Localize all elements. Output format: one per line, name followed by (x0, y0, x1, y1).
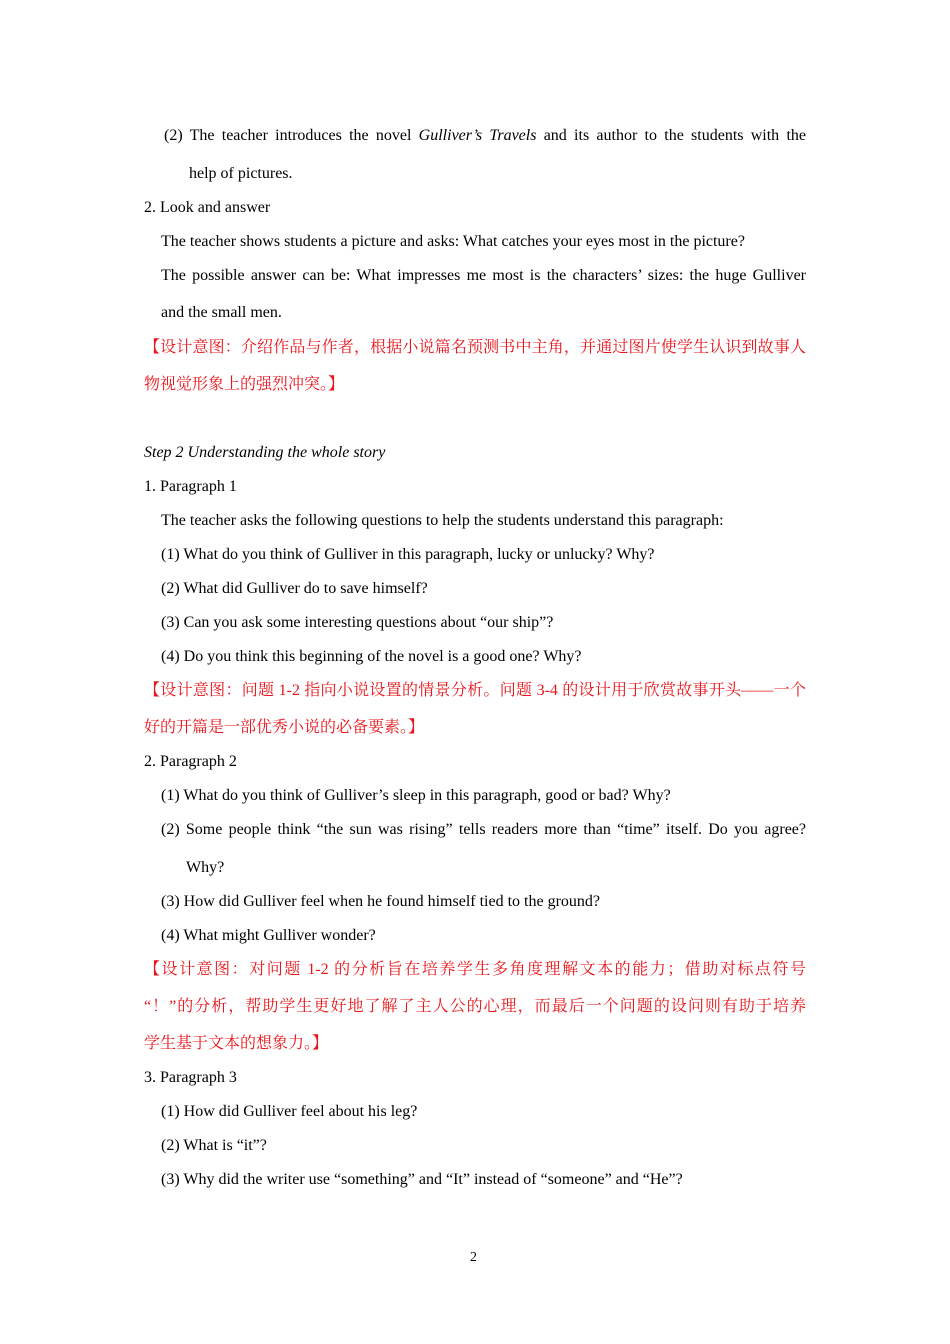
paragraph-1-heading: 1. Paragraph 1 (144, 478, 237, 495)
paragraph-2-question-4: (4) What might Gulliver wonder? (161, 927, 376, 944)
paragraph-1-question-1: (1) What do you think of Gulliver in this paragraph, lucky or unlucky? Why? (161, 546, 655, 563)
paragraph-3-heading: 3. Paragraph 3 (144, 1069, 237, 1086)
paragraph-3-question-2: (2) What is “it”? (161, 1137, 267, 1154)
design-intent-2-line-2: 好的开篇是一部优秀小说的必备要素。】 (144, 719, 425, 736)
intro-item-2 (164, 126, 806, 146)
design-intent-1-line-2: 物视觉形象上的强烈冲突。】 (144, 376, 345, 393)
design-intent-3-line-2: “！”的分析，帮助学生更好地了解了主人公的心理，而最后一个问题的设问则有助于培养 (144, 998, 806, 1015)
design-intent-3-line-3: 学生基于文本的想象力。】 (144, 1035, 329, 1052)
intro-item-2-suffix: and its author to the students with the (536, 127, 806, 144)
paragraph-2-question-2-continuation: Why? (186, 859, 225, 876)
paragraph-2-question-3: (3) How did Gulliver feel when he found himself tied to the ground? (161, 893, 600, 910)
intro-item-2-prefix: (2) The teacher introduces the novel (164, 127, 419, 144)
look-line-3: and the small men. (161, 304, 282, 321)
design-intent-2-line-1: 【设计意图：问题 1-2 指向小说设置的情景分析。问题 3-4 的设计用于欣赏故事开头——一个 (144, 682, 806, 699)
paragraph-1-intro: The teacher asks the following questions to help the students understand this paragraph: (161, 512, 724, 529)
step-2-heading: Step 2 Understanding the whole story (144, 444, 386, 461)
paragraph-1-question-3: (3) Can you ask some interesting questions about “our ship”? (161, 614, 554, 631)
look-line-1: The teacher shows students a picture and asks: What catches your eyes most in the picture? (161, 233, 745, 250)
novel-title: Gulliver’s Travels (418, 127, 537, 144)
design-intent-1-line-1: 【设计意图：介绍作品与作者，根据小说篇名预测书中主角，并通过图片使学生认识到故事人 (144, 339, 806, 356)
design-intent-3-line-1: 【设计意图：对问题 1-2 的分析旨在培养学生多角度理解文本的能力；借助对标点符号 (144, 961, 806, 978)
paragraph-3-question-1: (1) How did Gulliver feel about his leg? (161, 1103, 418, 1120)
paragraph-2-heading: 2. Paragraph 2 (144, 753, 237, 770)
paragraph-1-question-2: (2) What did Gulliver do to save himself? (161, 580, 428, 597)
paragraph-2-question-1: (1) What do you think of Gulliver’s sleep in this paragraph, good or bad? Why? (161, 787, 671, 804)
paragraph-1-question-4: (4) Do you think this beginning of the novel is a good one? Why? (161, 648, 582, 665)
page-number: 2 (470, 1250, 477, 1265)
look-line-2: The possible answer can be: What impresses me most is the characters’ sizes: the huge Gulliver (161, 267, 806, 284)
paragraph-2-question-2: (2) Some people think “the sun was rising” tells readers more than “time” itself. Do you agree? (161, 821, 806, 838)
paragraph-3-question-3: (3) Why did the writer use “something” and “It” instead of “someone” and “He”? (161, 1171, 683, 1188)
look-heading: 2. Look and answer (144, 199, 271, 216)
intro-item-2-continuation: help of pictures. (189, 165, 293, 182)
